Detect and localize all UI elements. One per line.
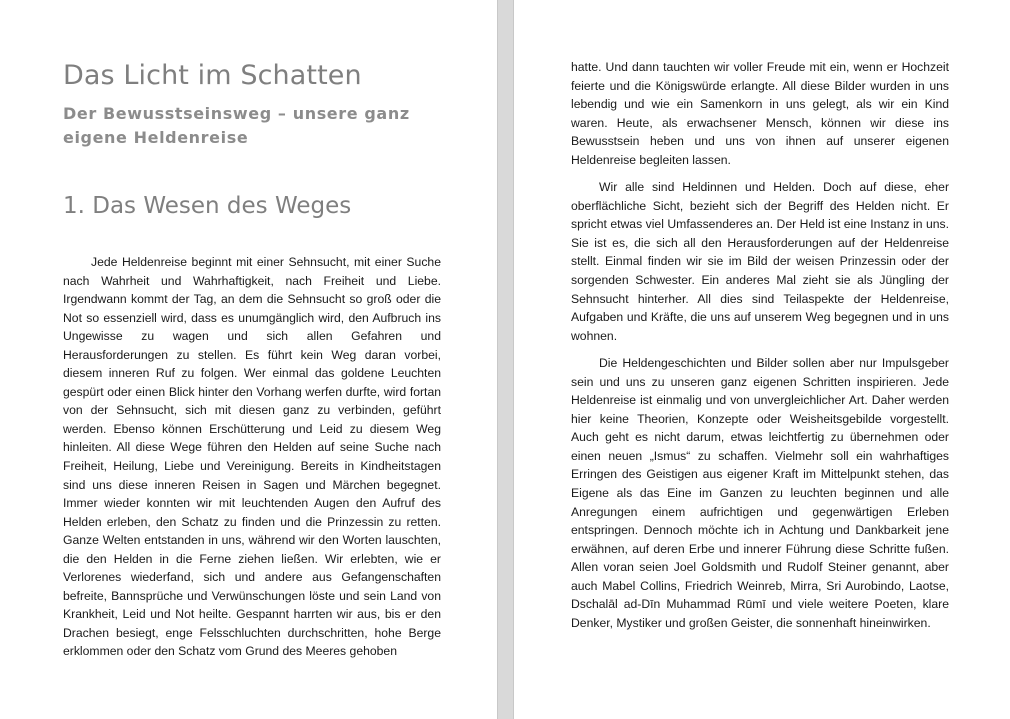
body-paragraph-continued: hatte. Und dann tauchten wir voller Freude mit ein, wenn er Hochzeit feierte und die Königswürde erlangte. All diese Bilder wurden in uns lebendig und wie ein Samenkorn in uns gelegt, als wir ein Kind waren. Heute, als erwachsener Mensch, können wir diese ins Bewusstsein heben und uns von ihnen auf unserer eigenen Heldenreise begleiten lassen. [571, 60, 949, 167]
right-page [514, 0, 1010, 719]
body-paragraph: Wir alle sind Heldinnen und Helden. Doch auf diese, eher oberflächliche Sicht, bezieht sich der Begriff des Helden nicht. Er spricht etwas viel Umfassenderes an. Der Held ist eine Instanz in uns. Sie ist es, die sich all den Herausforderungen auf der Heldenreise stellt. Einmal finden wir sie im Bild der weisen Prinzessin oder der sorgenden Schwester. Ein anderes Mal zieht sie als Jüngling der Sehnsucht hinterher. All dies sind Teilaspekte der Heldenreise, Aufgaben und Kräfte, die uns auf unserem Weg begegnen und in uns wohnen. [571, 180, 949, 343]
document-title: Das Licht im Schatten [63, 60, 362, 91]
body-paragraph: Die Heldengeschichten und Bilder sollen aber nur Impulsgeber sein und uns zu unseren ganz eigenen Schritten inspirieren. Jede Heldenreise ist einmalig und von unvergleichlicher Art. Daher werden hier keine Theorien, Konzepte oder Weisheitsgebilde vorgestellt. Auch geht es nicht darum, etwas leichtfertig zu übernehmen oder einen neuen „Ismus“ zu schaffen. Vielmehr soll ein wahrhaftiges Erringen des Geistigen aus eigener Kraft im Mittelpunkt stehen, das Eigene als das Eine im Ganzen zu leuchten beginnen und alle Anregungen einem aufrichtigen und gegenwärtigen Erleben entspringen. Dennoch möchte ich in Achtung und Dankbarkeit jene erwähnen, auf deren Erbe und innerer Führung diese Schritte fußen. Allen voran seien Joel Goldsmith und Rudolf Steiner genannt, aber auch Mabel Collins, Friedrich Weinreb, Mirra, Sri Aurobindo, Laotse, Dschalāl ad-Dīn Muhammad Rūmī und viele weitere Poeten, klare Denker, Mystiker und großen Geister, die sonnenhaft hineinwirken. [571, 356, 949, 630]
right-page-body [571, 58, 949, 632]
document-subtitle: Der Bewusstseinsweg – unsere ganz eigene Heldenreise [63, 104, 410, 147]
page-gutter [497, 0, 514, 719]
body-paragraph: Jede Heldenreise beginnt mit einer Sehnsucht, mit einer Suche nach Wahrheit und Wahrhaftigkeit, nach Freiheit und Liebe. Irgendwann kommt der Tag, an dem die Sehnsucht so groß oder die Not so essenziell wird, dass es unumgänglich wird, den Aufbruch ins Ungewisse zu wagen und sich allen Gefahren und Herausforderungen zu stellen. Es führt kein Weg daran vorbei, diesem inneren Ruf zu folgen. Wer einmal das goldene Leuchten gespürt oder einen Blick hinter den Vorhang werfen durfte, wird fortan von der Sehnsucht, sich mit diesen ganz zu verbinden, geführt werden. Ebenso können Erschütterung und Leid zu diesem Weg hinleiten. All diese Wege führen den Helden auf seine Suche nach Freiheit, Heilung, Liebe und Vereinigung. Bereits in Kindheitstagen sind uns diese inneren Reisen in Sagen und Märchen begegnet. Immer wieder konnten wir mit leuchtenden Augen den Aufruf des Helden erleben, den Schatz zu finden und die Prinzessin zu retten. Ganze Welten entstanden in uns, während wir den Worten lauschten, die den Helden in die Ferne ziehen ließen. Wir erlebten, wie er Verlorenes wiederfand, sich und andere aus Gefangenschaften befreite, Bannsprüche und Verwünschungen löste und sein Land von Krankheit, Leid und Not heilte. Gespannt harrten wir aus, bis er den Drachen besiegt, enge Felsschluchten durchschritten, hohe Berge erklommen oder den Schatz vom Grund des Meeres gehoben [63, 255, 441, 659]
chapter-heading: 1. Das Wesen des Weges [63, 193, 352, 219]
left-page [0, 0, 497, 719]
left-page-body [63, 253, 441, 661]
